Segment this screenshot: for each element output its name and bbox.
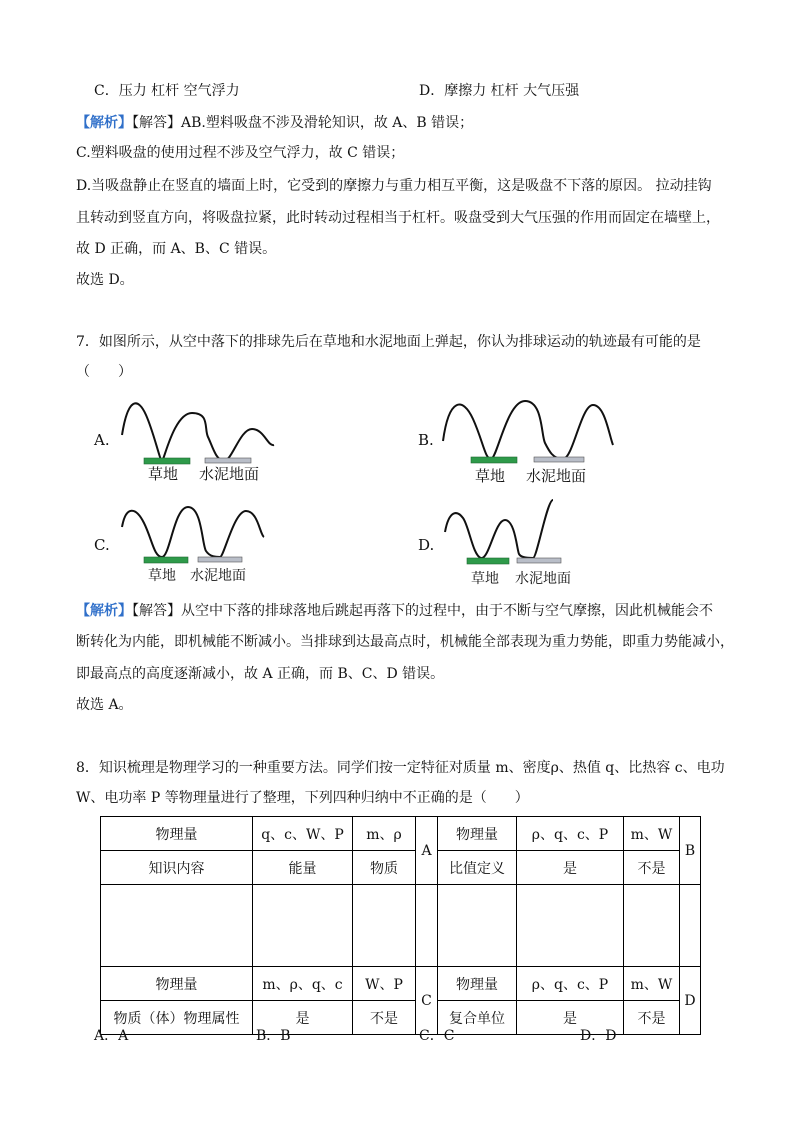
cell: m、W bbox=[624, 817, 680, 851]
q8-option-c: C．C bbox=[419, 1028, 455, 1044]
cell: 是 bbox=[253, 1001, 353, 1035]
cell bbox=[353, 885, 416, 967]
cell bbox=[680, 885, 701, 967]
q7-analysis-line-2: 断转化为内能，即机械能不断减小。当排球到达最高点时，机械能全部表现为重力势能，即重力势能减小， bbox=[76, 634, 734, 650]
cement-label: 水泥地面 bbox=[526, 467, 587, 485]
figure-letter: C. bbox=[94, 536, 110, 554]
cell: W、P bbox=[353, 967, 416, 1001]
q6-option-d: D．摩擦力 杠杆 大气压强 bbox=[419, 83, 580, 99]
cell bbox=[624, 885, 680, 967]
q8-stem-line-1: 8．知识梳理是物理学习的一种重要方法。同学们按一定特征对质量 m、密度ρ、热值 q、比热容 c、电功 bbox=[76, 760, 725, 776]
cell bbox=[517, 885, 624, 967]
cement-label: 水泥地面 bbox=[515, 571, 571, 587]
cell: q、c、W、P bbox=[253, 817, 353, 851]
cell bbox=[416, 885, 438, 967]
cell: 物理量 bbox=[438, 817, 517, 851]
cell: 物理量 bbox=[101, 967, 253, 1001]
table-row bbox=[101, 851, 701, 885]
cell: 是 bbox=[517, 1001, 624, 1035]
cell: 物理量 bbox=[438, 967, 517, 1001]
q7-figure-c bbox=[92, 505, 292, 590]
cell: 物理量 bbox=[101, 817, 253, 851]
cement-pad bbox=[517, 558, 561, 563]
grass-label: 草地 bbox=[471, 571, 499, 587]
cell: 复合单位 bbox=[438, 1001, 517, 1035]
figure-letter: D. bbox=[418, 536, 435, 554]
group-label-b: B bbox=[680, 817, 701, 885]
cell: 物质（体）物理属性 bbox=[101, 1001, 253, 1035]
cell bbox=[101, 885, 253, 967]
q6-analysis-line-3: D.当吸盘静止在竖直的墙面上时，它受到的摩擦力与重力相互平衡，这是吸盘不下落的原因。 拉动挂钩 bbox=[76, 178, 712, 194]
cell: m、ρ bbox=[353, 817, 416, 851]
q6-option-c: C．压力 杠杆 空气浮力 bbox=[94, 83, 240, 99]
q7-figure-a bbox=[92, 395, 292, 485]
cell: m、ρ、q、c bbox=[253, 967, 353, 1001]
group-label-d: D bbox=[680, 967, 701, 1035]
grass-pad bbox=[471, 457, 517, 463]
cell: 不是 bbox=[353, 1001, 416, 1035]
cell: 不是 bbox=[624, 851, 680, 885]
q7-stem-line-1: 7．如图所示，从空中落下的排球先后在草地和水泥地面上弹起，你认为排球运动的轨迹最有可能的是 bbox=[76, 334, 701, 350]
q6-analysis-line-5: 故 D 正确，而 A、B、C 错误。 bbox=[76, 241, 277, 257]
q8-stem-line-2: W、电功率 P 等物理量进行了整理，下列四种归纳中不正确的是（ ） bbox=[76, 790, 529, 806]
group-label-a: A bbox=[416, 817, 438, 885]
analysis-tag: 【解析】 bbox=[76, 603, 132, 619]
trajectory-d bbox=[415, 498, 605, 590]
figure-letter: A. bbox=[94, 431, 110, 449]
table-row bbox=[101, 967, 701, 1001]
q6-answer: 故选 D。 bbox=[76, 272, 134, 288]
q8-option-a: A．A bbox=[94, 1028, 129, 1044]
cell: ρ、q、c、P bbox=[517, 967, 624, 1001]
cell bbox=[438, 885, 517, 967]
analysis-tag: 【解析】 bbox=[76, 115, 132, 131]
grass-pad bbox=[467, 558, 509, 564]
cement-label: 水泥地面 bbox=[190, 568, 246, 584]
figure-letter: B. bbox=[418, 431, 434, 449]
q6-analysis-line-2: C.塑料吸盘的使用过程不涉及空气浮力，故 C 错误； bbox=[76, 145, 405, 161]
cement-pad bbox=[198, 557, 242, 562]
cell: 不是 bbox=[624, 1001, 680, 1035]
cell: 比值定义 bbox=[438, 851, 517, 885]
q7-figure-b bbox=[415, 395, 625, 490]
cell bbox=[253, 885, 353, 967]
cell: 物质 bbox=[353, 851, 416, 885]
cell: ρ、q、c、P bbox=[517, 817, 624, 851]
grass-pad bbox=[144, 557, 188, 563]
q6-analysis-line-1: 【解析】【解答】AB.塑料吸盘不涉及滑轮知识，故 A、B 错误； bbox=[76, 115, 474, 131]
cell: 知识内容 bbox=[101, 851, 253, 885]
q6-analysis-line-4: 且转动到竖直方向，将吸盘拉紧，此时转动过程相当于杠杆。吸盘受到大气压强的作用而固定在墙壁上， bbox=[76, 210, 720, 226]
q8-option-b: B．B bbox=[256, 1028, 291, 1044]
q7-stem-line-2: （ ） bbox=[76, 364, 132, 380]
grass-label: 草地 bbox=[148, 465, 179, 483]
trajectory-b bbox=[415, 395, 625, 490]
table-row bbox=[101, 817, 701, 851]
knowledge-table bbox=[100, 816, 701, 1035]
cell: 能量 bbox=[253, 851, 353, 885]
grass-label: 草地 bbox=[475, 467, 506, 485]
q7-analysis-line-1: 【解析】【解答】从空中下落的排球落地后跳起再落下的过程中，由于不断与空气摩擦，因此机械能会不 bbox=[76, 603, 713, 619]
table-row-empty bbox=[101, 885, 701, 967]
cement-label: 水泥地面 bbox=[199, 465, 260, 483]
q7-figure-d bbox=[415, 498, 605, 590]
group-label-c: C bbox=[416, 967, 438, 1035]
grass-label: 草地 bbox=[148, 568, 176, 584]
q7-answer: 故选 A。 bbox=[76, 697, 133, 713]
q7-analysis-line-3: 即最高点的高度逐渐减小，故 A 正确，而 B、C、D 错误。 bbox=[76, 666, 445, 682]
cement-pad bbox=[534, 457, 584, 462]
trajectory-a bbox=[92, 395, 292, 485]
cell: m、W bbox=[624, 967, 680, 1001]
q8-option-d: D．D bbox=[580, 1028, 617, 1044]
cell: 是 bbox=[517, 851, 624, 885]
